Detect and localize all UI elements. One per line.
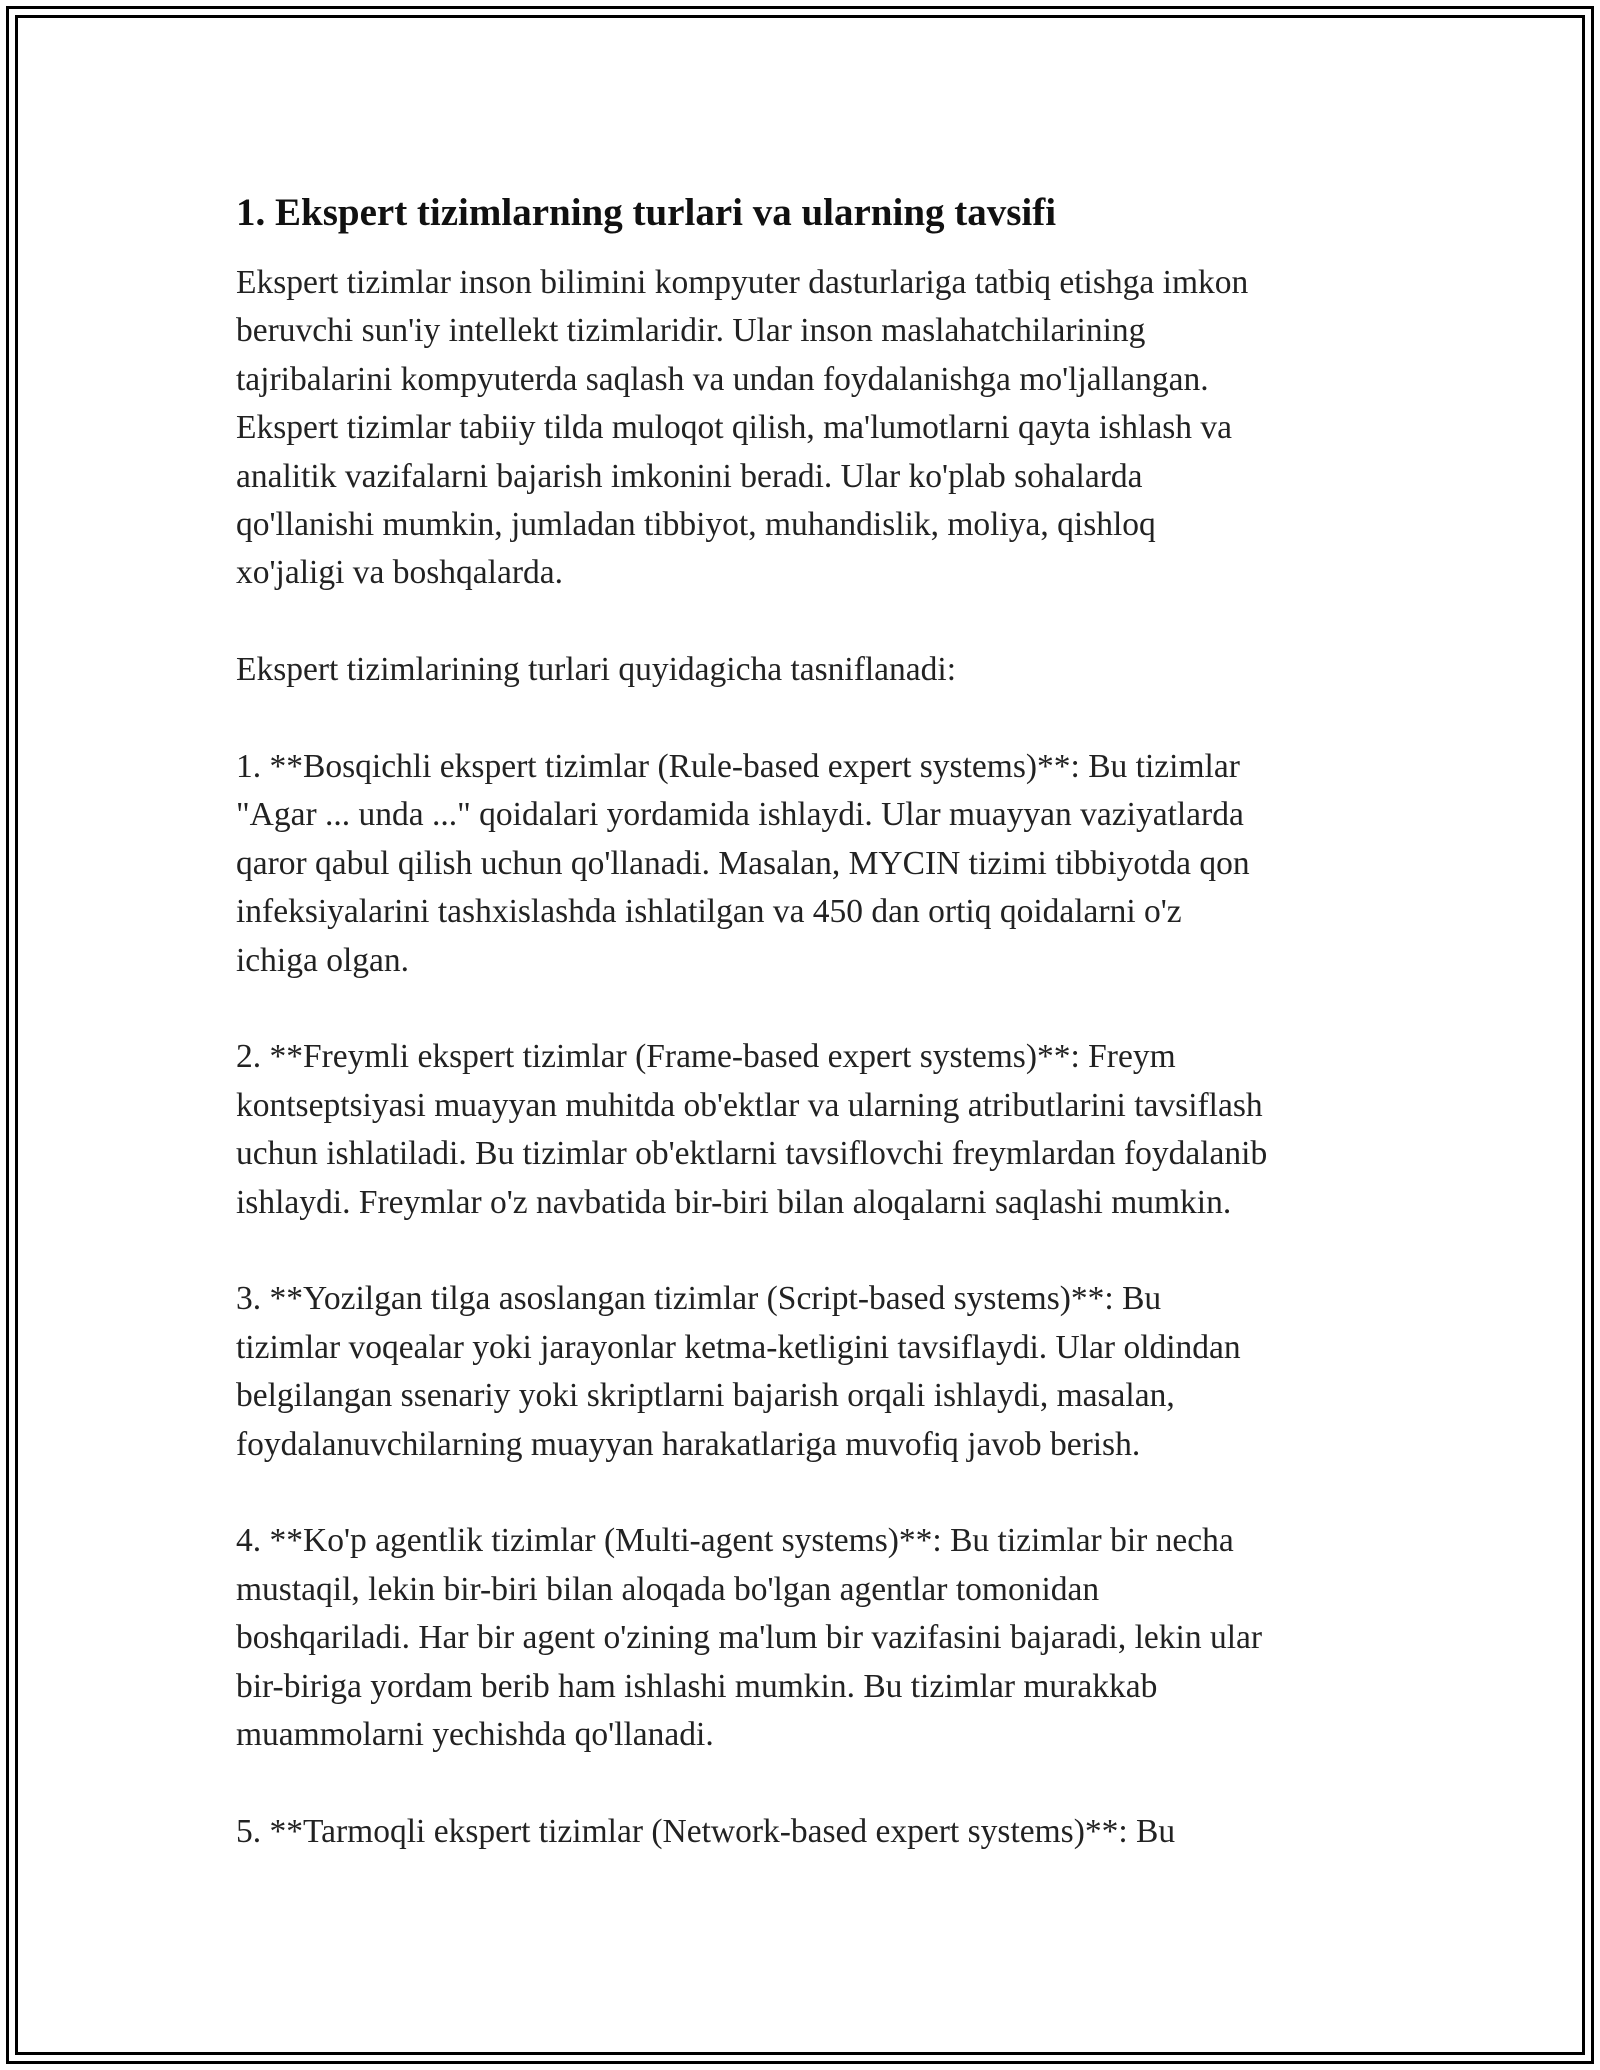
paragraph-list [236,259,1396,1856]
paragraph [236,259,1396,598]
paragraph-line: kontseptsiyasi muayyan muhitda ob'ektlar va ularning atributlarini tavsiflash [236,1086,1263,1124]
paragraph-line: ishlaydi. Freymlar o'z navbatida bir-biri bilan aloqalarni saqlashi mumkin. [236,1183,1232,1221]
paragraph-line: 5. **Tarmoqli ekspert tizimlar (Network-based expert systems)**: Bu [236,1812,1176,1850]
paragraph-line: 3. **Yozilgan tilga asoslangan tizimlar (Script-based systems)**: Bu [236,1280,1162,1318]
paragraph [236,646,1396,694]
paragraph-line: belgilangan ssenariy yoki skriptlarni bajarish orqali ishlaydi, masalan, [236,1377,1175,1415]
paragraph-line: Ekspert tizimlar inson bilimini kompyuter dasturlariga tatbiq etishga imkon [236,264,1249,301]
section-heading: 1. Ekspert tizimlarning turlari va ularning tavsifi [236,191,1057,234]
paragraph-line: foydalanuvchilarning muayyan harakatlariga muvofiq javob berish. [236,1425,1141,1463]
paragraph-line: bir-biriga yordam berib ham ishlashi mumkin. Bu tizimlar murakkab [236,1667,1158,1705]
paragraph-line: 2. **Freymli ekspert tizimlar (Frame-based expert systems)**: Freym [236,1038,1176,1076]
paragraph-line: beruvchi sun'iy intellekt tizimlaridir. Ular inson maslahatchilarining [236,312,1146,350]
paragraph [236,1275,1396,1469]
paragraph-line: Ekspert tizimlar tabiiy tilda muloqot qilish, ma'lumotlarni qayta ishlash va [236,409,1232,447]
paragraph-line: muammolarni yechishda qo'llanadi. [236,1716,714,1754]
paragraph [236,743,1396,985]
paragraph [236,1808,1396,1856]
paragraph-line: tajribalarini kompyuterda saqlash va undan foydalanishga mo'ljallangan. [236,360,1209,398]
paragraph-line: mustaqil, lekin bir-biri bilan aloqada bo'lgan agentlar tomonidan [236,1570,1100,1608]
paragraph-line: ichiga olgan. [236,941,410,979]
paragraph-line: qo'llanishi mumkin, jumladan tibbiyot, muhandislik, moliya, qishloq [236,506,1156,544]
paragraph-line: 1. **Bosqichli ekspert tizimlar (Rule-based expert systems)**: Bu tizimlar [236,748,1240,786]
paragraph-line: "Agar ... unda ..." qoidalari yordamida ishlaydi. Ular muayyan vaziyatlarda [236,796,1244,834]
paragraph [236,1033,1396,1227]
paragraph-line: xo'jaligi va boshqalarda. [236,554,563,592]
document-body [236,185,1396,1905]
paragraph-line: qaror qabul qilish uchun qo'llanadi. Masalan, MYCIN tizimi tibbiyotda qon [236,844,1250,882]
paragraph-line: boshqariladi. Har bir agent o'zining ma'lum bir vazifasini bajaradi, lekin ular [236,1619,1263,1657]
paragraph-line: 4. **Ko'p agentlik tizimlar (Multi-agent systems)**: Bu tizimlar bir necha [236,1522,1234,1560]
paragraph-line: uchun ishlatiladi. Bu tizimlar ob'ektlarni tavsiflovchi freymlardan foydalanib [236,1135,1268,1173]
paragraph-line: Ekspert tizimlarining turlari quyidagicha tasniflanadi: [236,651,957,689]
paragraph [236,1517,1396,1759]
paragraph-line: infeksiyalarini tashxislashda ishlatilgan va 450 dan ortiq qoidalarni o'z [236,893,1182,931]
paragraph-line: analitik vazifalarni bajarish imkonini beradi. Ular ko'plab sohalarda [236,457,1143,495]
paragraph-line: tizimlar voqealar yoki jarayonlar ketma-ketligini tavsiflaydi. Ular oldindan [236,1328,1241,1366]
